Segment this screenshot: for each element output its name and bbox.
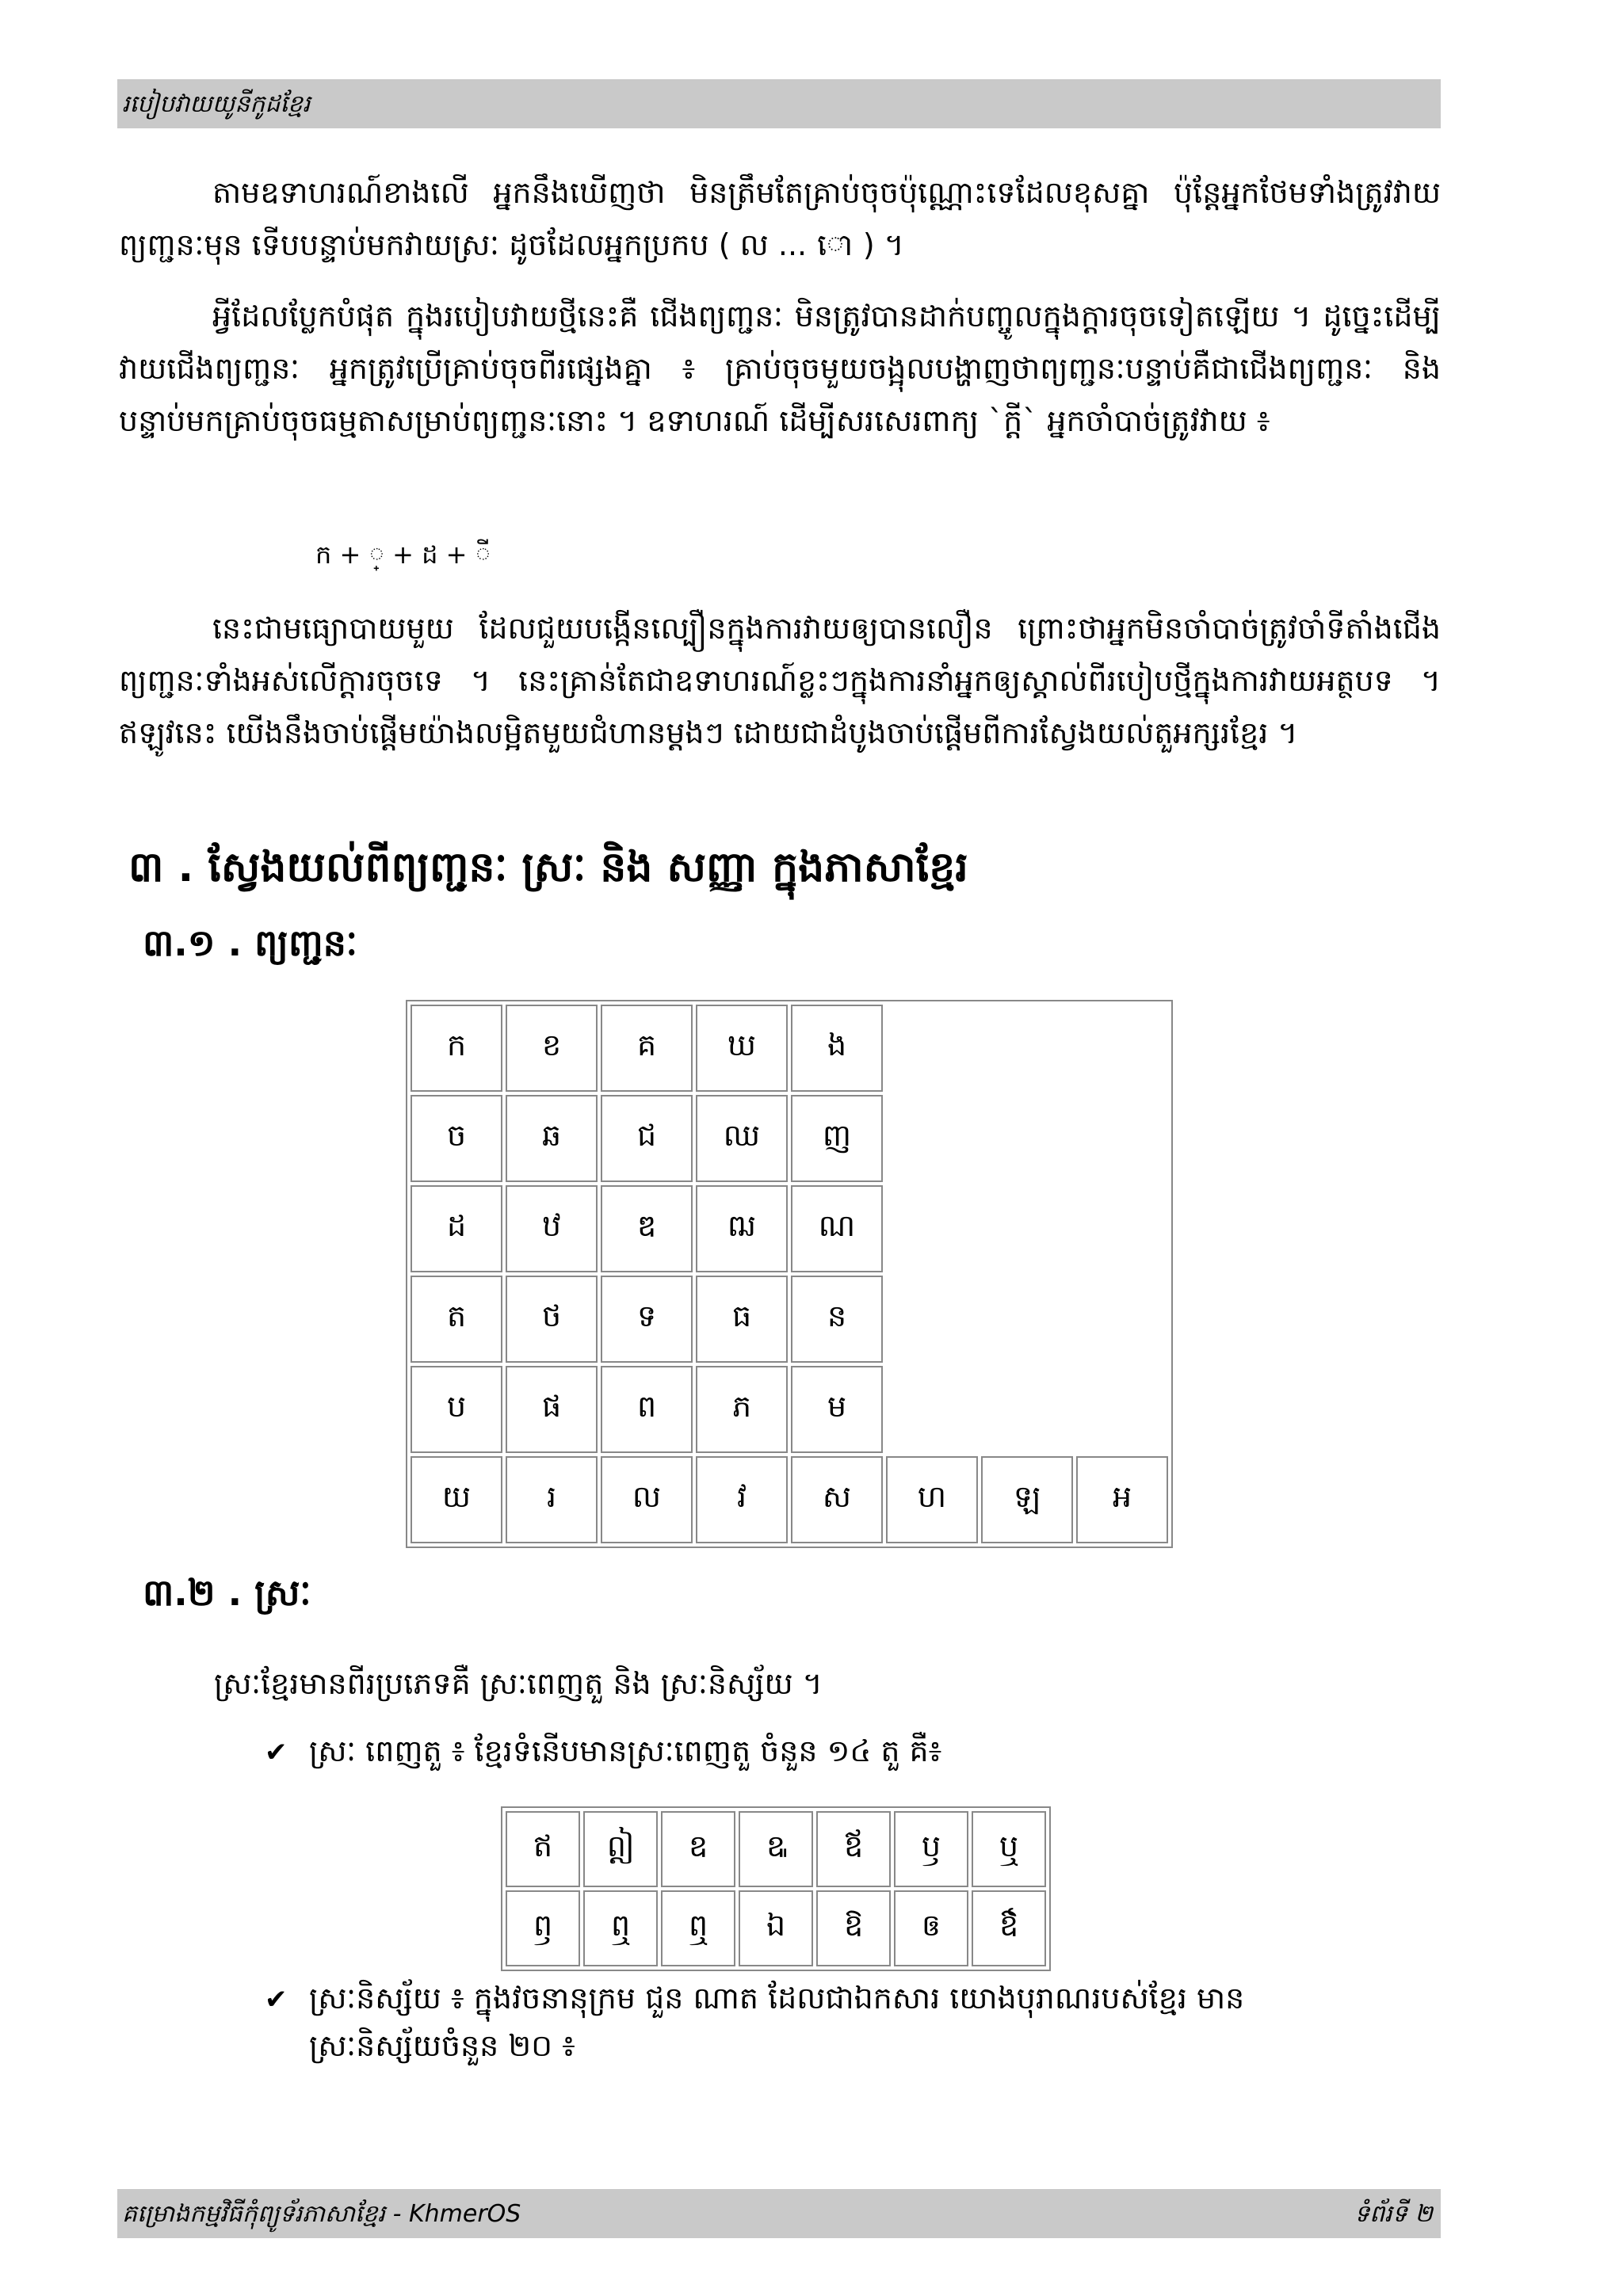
letter-cell: ដ [411, 1185, 502, 1272]
empty-cell [981, 1185, 1073, 1272]
bullet-dependent-vowels-line1: ស្រៈនិស្ស័យ ៖ ក្នុងវចនានុក្រម ជួន ណាត ដែលជាឯកសារ យោងបុរាណរបស់ខ្មែរ មាន [309, 1981, 1245, 2016]
empty-cell [886, 1095, 978, 1182]
paragraph-3 [119, 602, 1441, 759]
consonant-table [406, 1000, 1173, 1548]
table-row [411, 1005, 1168, 1092]
letter-cell: ង [791, 1005, 883, 1092]
subsection-vowels-heading: ៣.២ . ស្រៈ [143, 1571, 311, 1614]
letter-cell: ឫ [894, 1811, 968, 1887]
subsection-consonants-heading: ៣.១ . ព្យញ្ជនៈ [143, 921, 358, 964]
letter-cell: ឥ [506, 1811, 580, 1887]
paragraph-1 [119, 166, 1441, 271]
empty-cell [1076, 1276, 1168, 1363]
empty-cell [1076, 1095, 1168, 1182]
letter-cell: ឌ [601, 1185, 693, 1272]
bullet-dependent-vowels-line2: ស្រៈនិស្ស័យចំនួន ២០ ៖ [309, 2028, 575, 2063]
bullet-independent-vowels-text: ស្រៈ ពេញតួ ៖ ខ្មែរទំនើបមានស្រៈពេញតួ ចំនួន ១៤ តួ គឺ៖ [309, 1733, 942, 1768]
letter-cell: ឳ [972, 1890, 1046, 1966]
letter-cell: ឱ [816, 1890, 891, 1966]
checkmark-icon: ✔ [265, 1984, 288, 2016]
paragraph-3-text: នេះជាមធ្យោបាយមួយ ដែលជួយបង្កើនល្បឿនក្នុងការវាយឲ្យបានលឿន ព្រោះថាអ្នកមិនចាំបាច់ត្រូវចាំទីតាំងជើងព្យញ្ជនៈទាំងអស់លើក្តារចុចទេ ។ នេះគ្រាន់តែជាឧទាហរណ៍ខ្លះៗក្នុងការនាំអ្នកឲ្យស្គាល់ពីរបៀបថ្មីក្នុងការវាយអត្ថបទ ។ ឥឡូវនេះ យើងនឹងចាប់ផ្តើមយ៉ាងលម្អិតមួយជំហានម្តងៗ ដោយជាដំបូងចាប់ផ្តើមពីការស្វែងយល់តួអក្សរខ្មែរ ។ [119, 611, 1441, 750]
letter-cell: ឆ [506, 1095, 598, 1182]
bullet-independent-vowels [265, 1727, 942, 1775]
letter-cell: ឦ [583, 1811, 658, 1887]
table-row [411, 1095, 1168, 1182]
table-row [506, 1811, 1046, 1887]
checkmark-icon: ✔ [265, 1737, 288, 1768]
independent-vowel-table [501, 1806, 1051, 1971]
letter-cell: ឮ [661, 1890, 735, 1966]
empty-cell [981, 1005, 1073, 1092]
table-row [411, 1185, 1168, 1272]
letter-cell: រ [506, 1456, 598, 1543]
paragraph-2 [119, 290, 1441, 447]
footer-bar [117, 2189, 1441, 2238]
letter-cell: ជ [601, 1095, 693, 1182]
empty-cell [981, 1095, 1073, 1182]
empty-cell [886, 1366, 978, 1453]
letter-cell: ភ [696, 1366, 788, 1453]
letter-cell: ក [411, 1005, 502, 1092]
letter-cell: ឡ [981, 1456, 1073, 1543]
letter-cell: ឯ [739, 1890, 813, 1966]
letter-cell: ម [791, 1366, 883, 1453]
table-row [506, 1890, 1046, 1966]
empty-cell [1076, 1366, 1168, 1453]
letter-cell: ត [411, 1276, 502, 1363]
paragraph-2-text: អ្វីដែលប្លែកបំផុត ក្នុងរបៀបវាយថ្មីនេះគឺ ជើងព្យញ្ជនៈ មិនត្រូវបានដាក់បញ្ចូលក្នុងក្តារចុចទៀតឡើយ ។ ដូច្នេះដើម្បីវាយជើងព្យញ្ជនៈ អ្នកត្រូវប្រើគ្រាប់ចុចពីរផ្សេងគ្នា ៖ គ្រាប់ចុចមួយចង្អុលបង្ហាញថាព្យញ្ជនៈបន្ទាប់គឺជាជើងព្យញ្ជនៈ និង បន្ទាប់មកគ្រាប់ចុចធម្មតាសម្រាប់ព្យញ្ជនៈនោះ ។ ឧទាហរណ៍ ដើម្បីសរសេរពាក្យ `ក្ដី` អ្នកចាំបាច់ត្រូវវាយ ៖ [119, 299, 1441, 438]
letter-cell: អ [1076, 1456, 1168, 1543]
table-row [411, 1366, 1168, 1453]
letter-cell: ប [411, 1366, 502, 1453]
letter-cell: ព [601, 1366, 693, 1453]
letter-cell: ធ [696, 1276, 788, 1363]
letter-cell: ខ [506, 1005, 598, 1092]
bullet-dependent-vowels [265, 1974, 1434, 2069]
empty-cell [886, 1185, 978, 1272]
vowel-intro: ស្រៈខ្មែរមានពីរប្រភេទគឺ ស្រៈពេញតួ និង ស្រៈនិស្ស័យ ។ [214, 1666, 823, 1701]
letter-cell: ឪ [816, 1811, 891, 1887]
letter-cell: ឩ [739, 1811, 813, 1887]
letter-cell: ហ [886, 1456, 978, 1543]
empty-cell [981, 1276, 1073, 1363]
section-heading: ៣ . ស្វែងយល់ពីព្យញ្ជនៈ ស្រៈ និង សញ្ញា ក្នុងភាសាខ្មែរ [128, 844, 968, 891]
letter-cell: ឈ [696, 1095, 788, 1182]
letter-cell: ច [411, 1095, 502, 1182]
letter-cell: ផ [506, 1366, 598, 1453]
header-bar [117, 79, 1441, 128]
letter-cell: ទ [601, 1276, 693, 1363]
letter-cell: ណ [791, 1185, 883, 1272]
letter-cell: យ [411, 1456, 502, 1543]
letter-cell: ឭ [506, 1890, 580, 1966]
footer-page-number: ទំព័រទី ២ [1354, 2200, 1433, 2228]
letter-cell: ឮ [583, 1890, 658, 1966]
empty-cell [886, 1005, 978, 1092]
empty-cell [1076, 1005, 1168, 1092]
letter-cell: ញ [791, 1095, 883, 1182]
empty-cell [1076, 1185, 1168, 1272]
letter-cell: ឍ [696, 1185, 788, 1272]
letter-cell: ឋ [506, 1185, 598, 1272]
letter-cell: ឬ [972, 1811, 1046, 1887]
empty-cell [886, 1276, 978, 1363]
header-title: របៀបវាយយូនីកូដខ្មែរ [122, 90, 311, 118]
paragraph-1-text: តាមឧទាហរណ៍ខាងលើ អ្នកនឹងឃើញថា មិនត្រឹមតែគ្រាប់ចុចប៉ុណ្ណោះទេដែលខុសគ្នា ប៉ុន្តែអ្នកថែមទាំងត្រូវវាយព្យញ្ជនៈមុន ទើបបន្ទាប់មកវាយស្រៈ ដូចដែលអ្នកប្រកប ( ល ... ោ ) ។ [119, 175, 1441, 262]
keystroke-formula: ក + ្ + ដ + ី [315, 540, 491, 570]
letter-cell: ស [791, 1456, 883, 1543]
letter-cell: ល [601, 1456, 693, 1543]
table-row [411, 1276, 1168, 1363]
letter-cell: ថ [506, 1276, 598, 1363]
letter-cell: គ [601, 1005, 693, 1092]
letter-cell: វ [696, 1456, 788, 1543]
letter-cell: ឃ [696, 1005, 788, 1092]
footer-project-name: គម្រោងកម្មវិធីកុំព្យូទ័រភាសាខ្មែរ - KhmerOS [122, 2200, 521, 2228]
letter-cell: ឧ [661, 1811, 735, 1887]
empty-cell [981, 1366, 1073, 1453]
table-row [411, 1456, 1168, 1543]
letter-cell: ឲ [894, 1890, 968, 1966]
letter-cell: ន [791, 1276, 883, 1363]
